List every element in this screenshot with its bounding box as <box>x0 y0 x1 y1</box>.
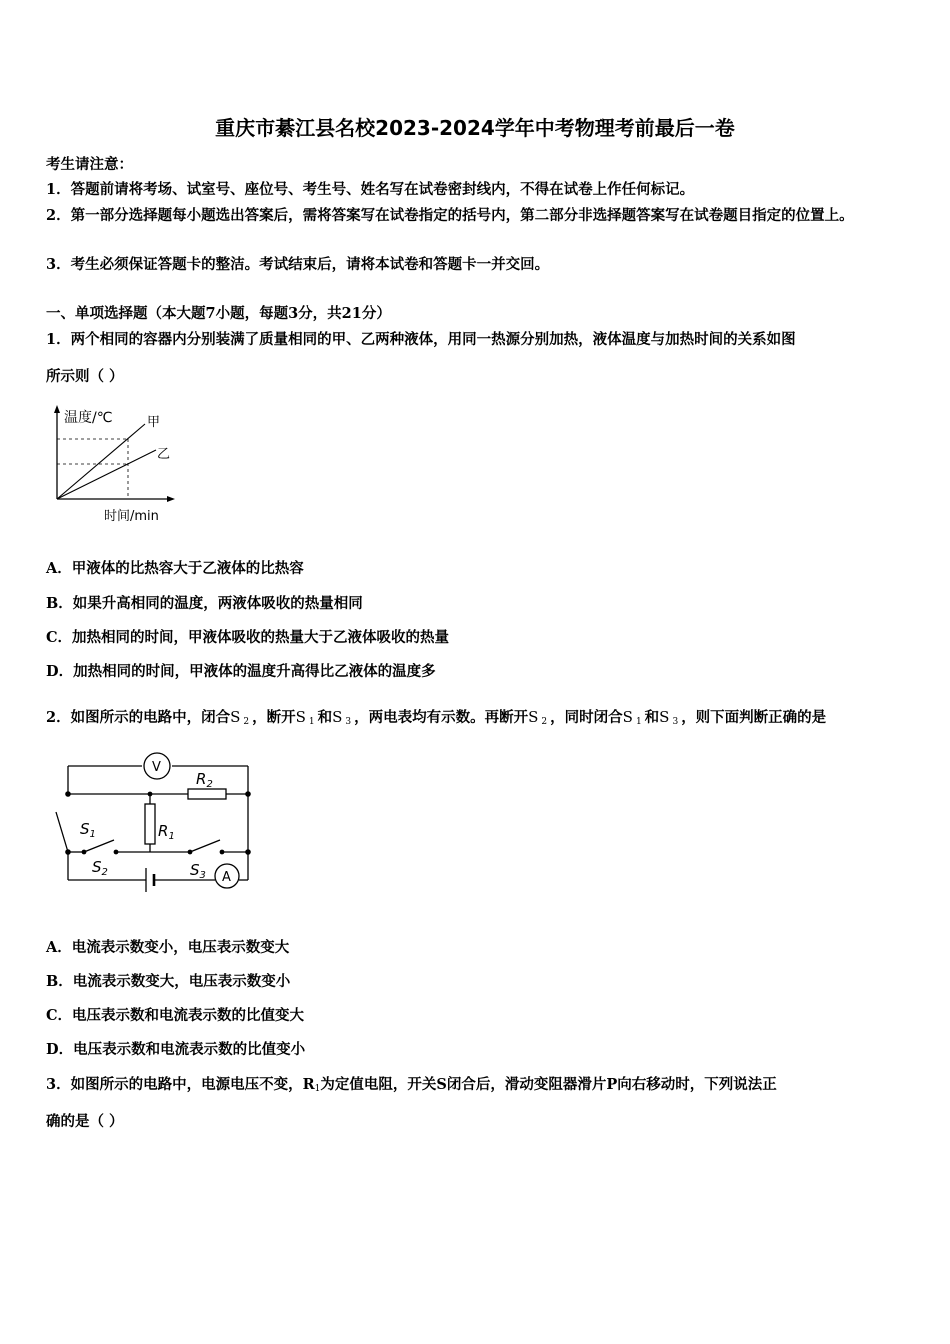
question-1-stem-cont: 所示则（ ） <box>46 368 124 385</box>
switch-symbol: S <box>659 708 670 726</box>
subscript: 3 <box>345 717 352 727</box>
junction-dot <box>245 849 251 855</box>
subscript: 1 <box>314 1084 321 1094</box>
question-1-stem: 1．两个相同的容器内分别装满了质量相同的甲、乙两种液体，用同一热源分别加热，液体温度与加热时间的关系如图 <box>46 331 796 348</box>
text-run: 为定值电阻，开关S闭合后，滑动变阻器滑片P向右移动时，下列说法正 <box>320 1076 777 1093</box>
section-heading: 一、单项选择题（本大题7小题，每题3分，共21分） <box>46 305 391 322</box>
switch-symbol: S <box>230 708 241 726</box>
notice-item: 2．第一部分选择题每小题选出答案后，需将答案写在试卷指定的括号内，第二部分非选择题答案写在试卷题目指定的位置上。 <box>46 207 854 224</box>
s3-label <box>190 861 206 881</box>
notice-item: 1．答题前请将考场、试室号、座位号、考生号、姓名写在试卷密封线内，不得在试卷上作任何标记。 <box>46 181 695 198</box>
q2-option-d: D．电压表示数和电流表示数的比值变小 <box>46 1041 306 1058</box>
r1-label <box>158 822 175 842</box>
subscript: 1 <box>635 717 642 727</box>
junction-dot <box>148 792 153 797</box>
question-3-stem <box>46 1073 777 1094</box>
resistor-r1 <box>145 804 155 844</box>
circuit-diagram <box>50 748 265 898</box>
junction-dot <box>220 850 225 855</box>
switch-symbol: S <box>528 708 539 726</box>
subscript: 2 <box>541 717 548 727</box>
subscript: 1 <box>308 717 315 727</box>
x-axis-label: 时间/min <box>104 509 159 524</box>
q1-option-b: B．如果升高相同的温度，两液体吸收的热量相同 <box>46 595 363 612</box>
s1-label <box>80 820 96 840</box>
y-axis-label: 温度/℃ <box>64 410 113 426</box>
r1-letter: R <box>158 822 169 840</box>
q1-option-c: C．加热相同的时间，甲液体吸收的热量大于乙液体吸收的热量 <box>46 629 450 646</box>
q2-option-a: A．电流表示数变小，电压表示数变大 <box>46 939 290 956</box>
question-2-stem <box>46 706 826 727</box>
text-run: 3．如图所示的电路中，电源电压不变，R <box>46 1076 315 1093</box>
notice-item: 3．考生必须保证答题卡的整洁。考试结束后，请将本试卷和答题卡一并交回。 <box>46 256 550 273</box>
switch-s1-blade <box>56 812 68 852</box>
s2-sub: 2 <box>101 867 108 878</box>
switch-s2-blade <box>84 840 114 852</box>
voltmeter-label: V <box>152 760 161 775</box>
text-run: 2．如图所示的电路中，闭合 <box>46 709 231 726</box>
question-3-stem-cont: 确的是（ ） <box>46 1113 124 1130</box>
x-axis-arrow <box>167 496 175 502</box>
q1-option-a: A．甲液体的比热容大于乙液体的比热容 <box>46 560 304 577</box>
resistor-r2 <box>188 789 226 799</box>
text-run: ，两电表均有示数。再断开 <box>354 709 529 726</box>
junction-dot <box>82 850 87 855</box>
switch-symbol: S <box>295 708 306 726</box>
s1-sub: 1 <box>89 829 96 840</box>
junction-dot <box>114 850 119 855</box>
temperature-time-graph <box>44 402 184 528</box>
text-run: 和 <box>644 709 660 726</box>
series-label-jia: 甲 <box>147 415 161 430</box>
q2-option-b: B．电流表示数变大，电压表示数变小 <box>46 973 291 990</box>
switch-symbol: S <box>332 708 343 726</box>
q1-option-d: D．加热相同的时间，甲液体的温度升高得比乙液体的温度多 <box>46 663 436 680</box>
r1-sub: 1 <box>168 831 175 842</box>
s2-label <box>92 858 108 878</box>
s1-letter: S <box>80 820 90 838</box>
text-run: ，则下面判断正确的是 <box>681 709 827 726</box>
ammeter-label: A <box>222 870 231 885</box>
text-run: ，断开 <box>252 709 296 726</box>
r2-sub: 2 <box>206 779 213 790</box>
text-run: 和 <box>317 709 333 726</box>
switch-symbol: S <box>622 708 633 726</box>
series-label-yi: 乙 <box>157 447 171 462</box>
junction-dot <box>65 849 71 855</box>
notice-heading: 考生请注意： <box>46 156 133 173</box>
s2-letter: S <box>92 858 102 876</box>
junction-dot <box>65 791 71 797</box>
text-run: ，同时闭合 <box>550 709 623 726</box>
r2-letter: R <box>196 770 207 788</box>
page-title: 重庆市綦江县名校2023-2024学年中考物理考前最后一卷 <box>215 116 735 140</box>
switch-s3-blade <box>190 840 220 852</box>
q2-option-c: C．电压表示数和电流表示数的比值变大 <box>46 1007 305 1024</box>
junction-dot <box>245 791 251 797</box>
subscript: 2 <box>243 717 250 727</box>
y-axis-arrow <box>54 405 60 413</box>
s3-sub: 3 <box>199 870 206 881</box>
r2-label <box>196 770 213 790</box>
junction-dot <box>188 850 193 855</box>
s3-letter: S <box>190 861 200 879</box>
subscript: 3 <box>672 717 679 727</box>
